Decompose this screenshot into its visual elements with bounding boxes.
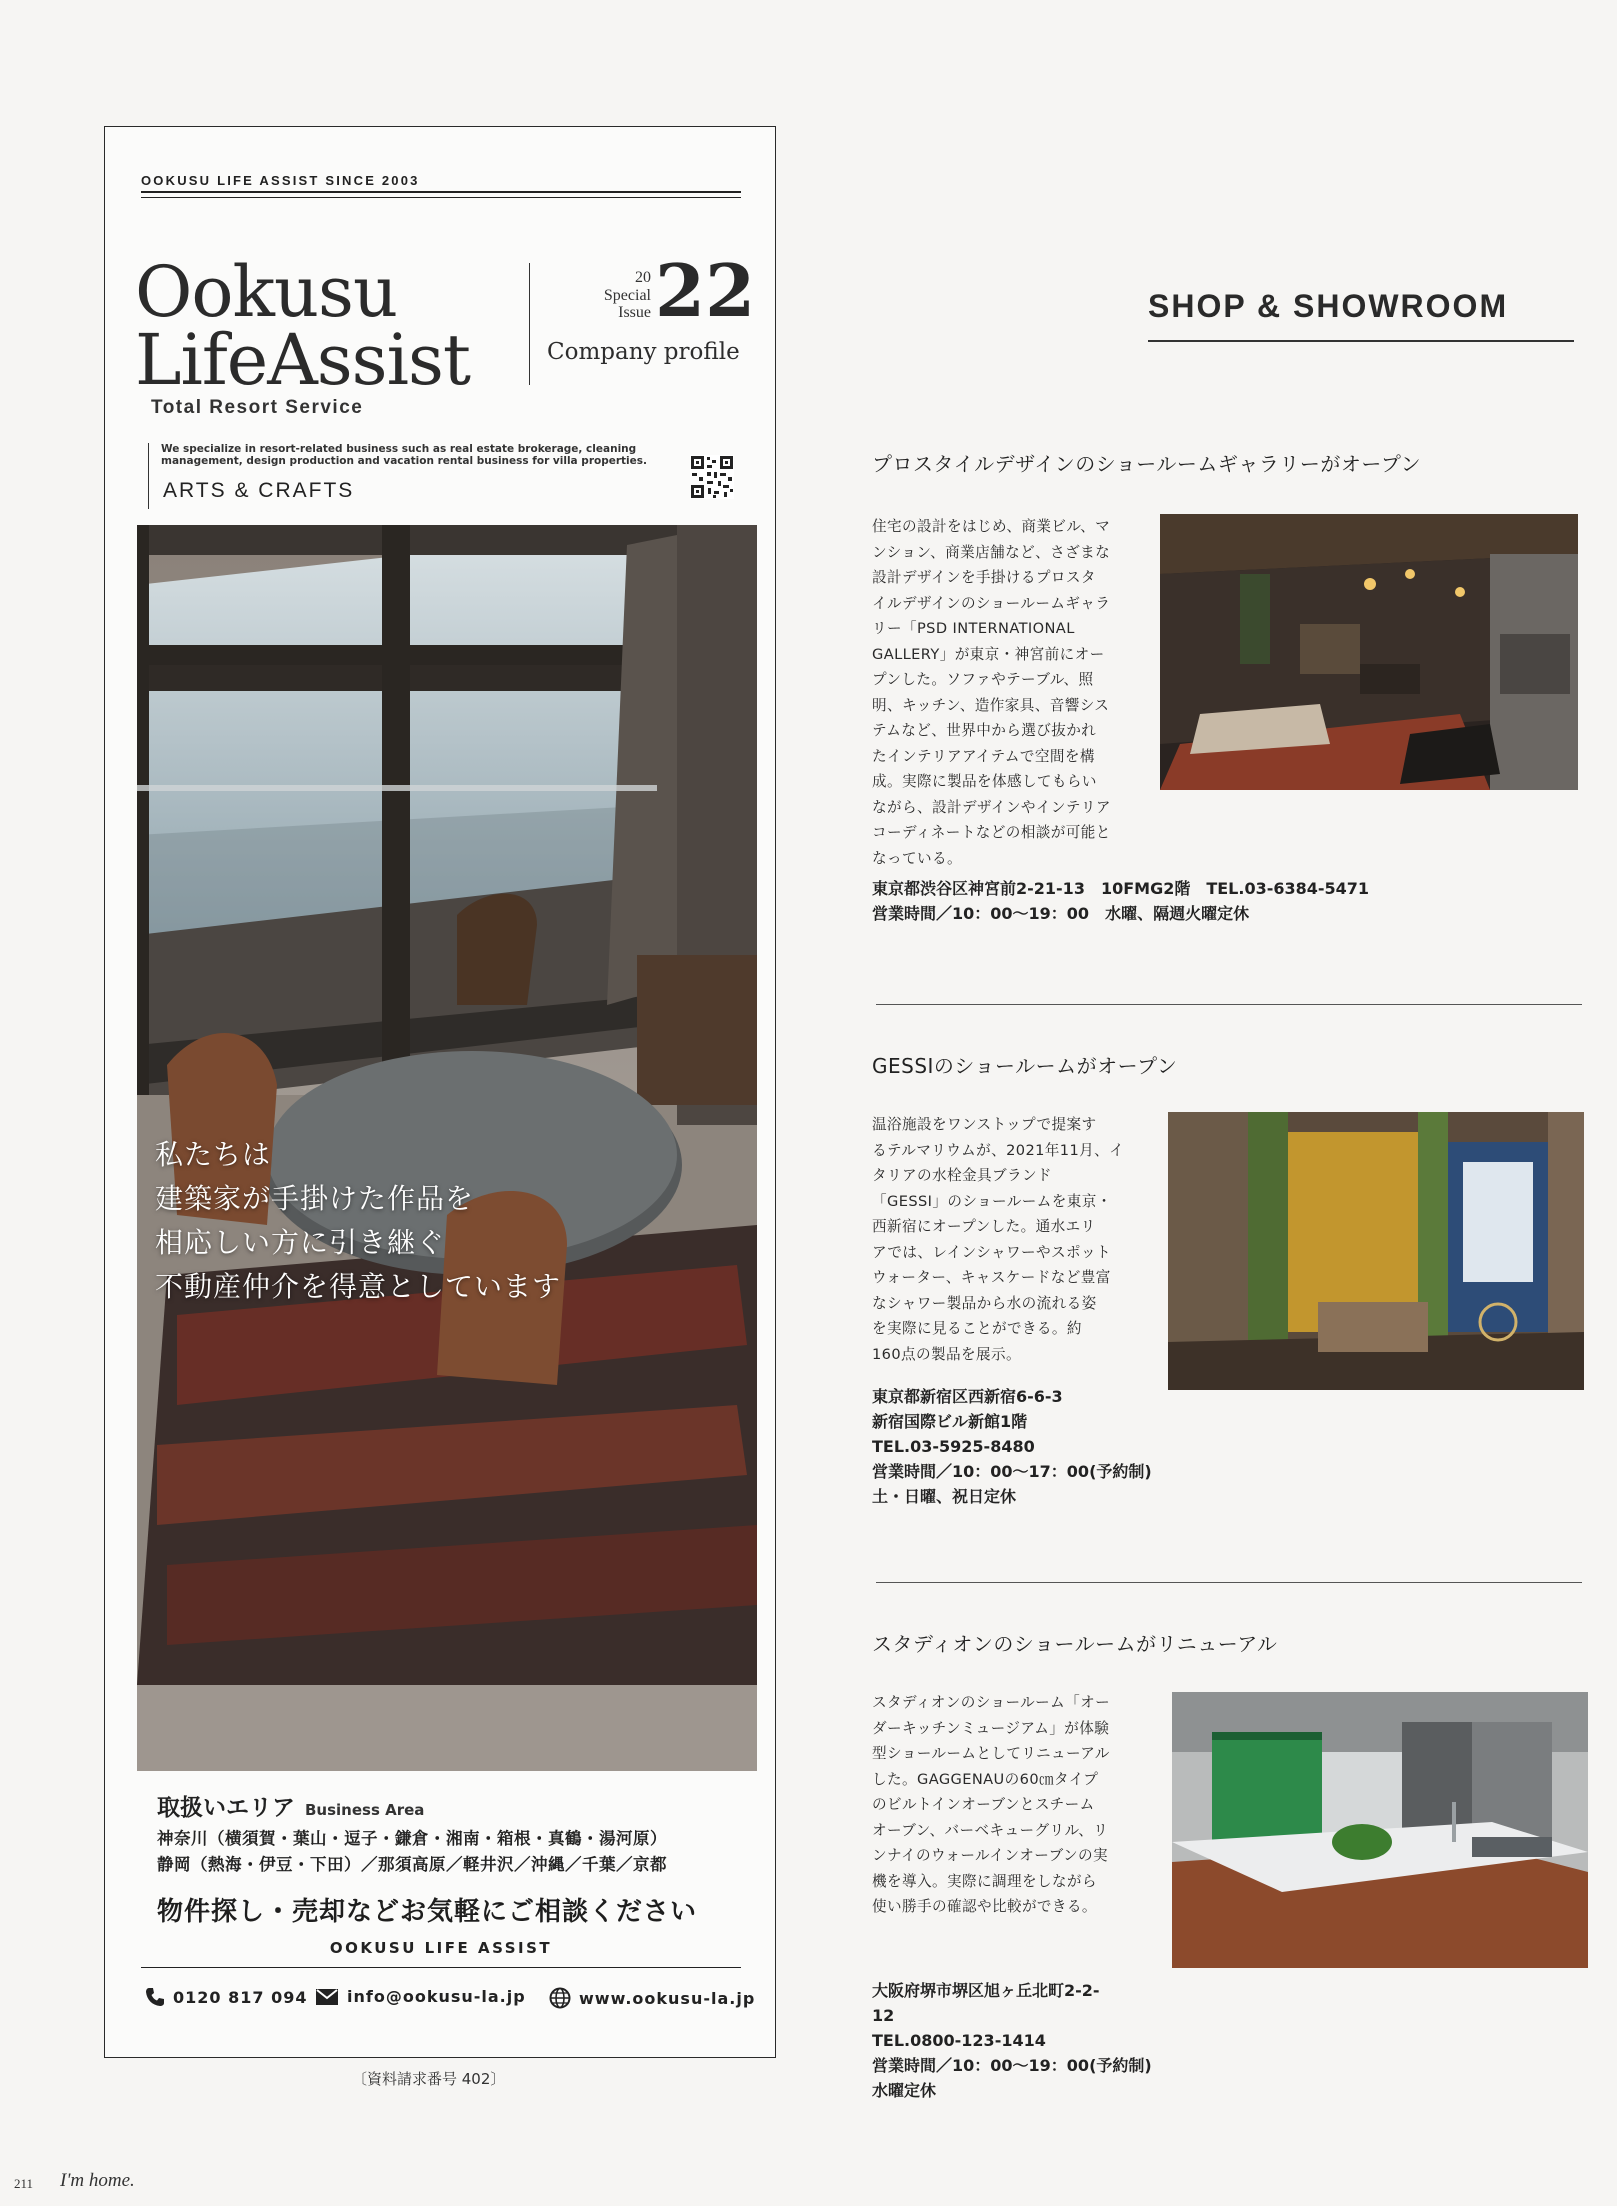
description-bar xyxy=(148,443,149,509)
article-info xyxy=(872,1384,1152,1509)
advertisement xyxy=(104,126,776,2058)
business-area-line: 神奈川（横須賀・葉山・逗子・鎌倉・湘南・箱根・真鶴・湯河原） xyxy=(157,1829,667,1848)
brand-name-line2: LifeAssist xyxy=(135,319,471,401)
business-area-line: 静岡（熱海・伊豆・下田）／那須高原／軽井沢／沖縄／千葉／京都 xyxy=(157,1855,667,1874)
article-body-line: GALLERY」が東京・神宮前にオー xyxy=(872,645,1105,663)
article-body-line: 機を導入。実際に調理をしながら xyxy=(872,1872,1097,1890)
issue-year: 20 xyxy=(635,269,651,286)
article-body-line: 住宅の設計をはじめ、商業ビル、マ xyxy=(872,518,1111,535)
ad-arts-label: ARTS & CRAFTS xyxy=(163,479,355,502)
article-info-line: 新宿国際ビル新館1階 xyxy=(872,1412,1028,1431)
article-body-line: アでは、レインシャワーやスポット xyxy=(872,1243,1111,1261)
article-body xyxy=(872,1112,1140,1367)
ad-since-label: OOKUSU LIFE ASSIST SINCE 2003 xyxy=(141,173,420,188)
page-number: 211 xyxy=(14,2176,34,2191)
article-body-line: 成。実際に製品を体感してもらい xyxy=(872,773,1097,790)
article-info-line: 大阪府堺市堺区旭ヶ丘北町2-2- xyxy=(872,1981,1100,2000)
article-body-line: 「GESSI」のショールームを東京・ xyxy=(872,1192,1112,1210)
article-photo-psd-gallery xyxy=(1160,514,1578,790)
qr-code-icon[interactable] xyxy=(690,455,734,499)
article-info-line: TEL.03-5925-8480 xyxy=(872,1437,1035,1456)
article-divider xyxy=(876,1582,1582,1583)
article-body-line: タリアの水栓金具ブランド xyxy=(872,1167,1052,1184)
email-address: info@ookusu-la.jp xyxy=(347,1987,526,2006)
article-body-line: オーブン、バーベキューグリル、リ xyxy=(872,1821,1109,1839)
article-body-line: 型ショールームとしてリニューアル xyxy=(872,1745,1110,1762)
article-body-line: ウォーター、キャスケードなど豊富 xyxy=(872,1269,1111,1286)
article-body-line: 使い勝手の確認や比較ができる。 xyxy=(872,1898,1097,1915)
article-body-line: テムなど、世界中から選び抜かれ xyxy=(872,722,1097,739)
ad-copy-line: 不動産仲介を得意としています xyxy=(155,1270,562,1303)
article-info-line: 東京都新宿区西新宿6-6-3 xyxy=(872,1387,1063,1406)
article-info xyxy=(872,876,1369,926)
issue-issue: Issue xyxy=(618,304,651,321)
article-body-line: ンナイのウォールインオーブンの実 xyxy=(872,1847,1108,1864)
article-title: プロスタイルデザインのショールームギャラリーがオープン xyxy=(872,452,1422,476)
article-body-line: 設計デザインを手掛けるプロスタ xyxy=(872,569,1096,586)
article-info-line: TEL.0800-123-1414 xyxy=(872,2031,1046,2050)
article-title: GESSIのショールームがオープン xyxy=(872,1054,1178,1078)
ad-company-name: OOKUSU LIFE ASSIST xyxy=(329,1939,553,1957)
contact-website[interactable] xyxy=(549,1987,755,2009)
website-url: www.ookusu-la.jp xyxy=(579,1988,756,2008)
article-body-line: 明、キッチン、造作家具、音響シス xyxy=(872,696,1110,714)
article-body-line: ンション、商業店舗など、さざまな xyxy=(872,543,1111,561)
contact-phone[interactable] xyxy=(145,1987,307,2007)
issue-special: Special xyxy=(603,287,651,304)
article-body-line: コーディネートなどの相談が可能と xyxy=(872,824,1111,841)
article-body-line: なシャワー製品から水の流れる姿 xyxy=(872,1294,1097,1312)
article-body-line: ダーキッチンミュージアム」が体験 xyxy=(872,1719,1110,1737)
mail-icon xyxy=(315,1988,339,2006)
article-body xyxy=(872,1690,1140,1920)
article-info-line: 12 xyxy=(872,2006,895,2025)
ad-description: We specialize in resort-related business such as real estate brokerage, cleaning management, design production and vacation rental business for villa properties. xyxy=(161,443,648,467)
article-info-line: 土・日曜、祝日定休 xyxy=(872,1487,1017,1506)
brand-tagline: Total Resort Service xyxy=(151,397,364,418)
ad-copy-line: 私たちは xyxy=(155,1138,272,1171)
contact-email[interactable] xyxy=(315,1987,526,2006)
article-title: スタディオンのショールームがリニューアル xyxy=(872,1632,1278,1656)
business-area-title-ja: 取扱いエリア xyxy=(157,1795,295,1821)
request-number: 〔資料請求番号 402〕 xyxy=(352,2070,506,2088)
ad-rule xyxy=(141,191,741,193)
article-info-line: 東京都渋谷区神宮前2-21-13 10FMG2階 TEL.03-6384-5471 xyxy=(872,879,1370,898)
article-photo-stadion xyxy=(1172,1692,1588,1968)
section-rule xyxy=(1148,340,1574,342)
business-area-title xyxy=(157,1789,424,1822)
ad-copy-line: 相応しい方に引き継ぐ xyxy=(155,1226,446,1259)
article-body-line: スタディオンのショールーム「オー xyxy=(872,1694,1111,1711)
issue-number: 22 xyxy=(655,248,756,333)
phone-number: 0120 817 094 xyxy=(173,1987,308,2007)
article-info xyxy=(872,1978,1152,2103)
article-info-line: 営業時間／10：00～19：00(予約制) xyxy=(872,2056,1152,2075)
business-area-title-en: Business Area xyxy=(305,1801,425,1819)
article-body-line: 160点の製品を展示。 xyxy=(872,1345,1022,1363)
magazine-name: I'm home. xyxy=(60,2170,135,2191)
article-photo-gessi xyxy=(1168,1112,1584,1390)
article-body-line: を実際に見ることができる。約 xyxy=(872,1320,1082,1337)
issue-profile: Company profile xyxy=(547,339,740,365)
article-body-line: プンした。ソファやテーブル、照 xyxy=(872,671,1094,688)
article-info-line: 営業時間／10：00～19：00 水曜、隔週火曜定休 xyxy=(872,904,1250,923)
ad-rule xyxy=(141,197,741,198)
ad-call-to-action: 物件探し・売却などお気軽にご相談ください xyxy=(157,1897,698,1927)
article-info-line: 水曜定休 xyxy=(872,2081,937,2100)
section-title: SHOP & SHOWROOM xyxy=(1148,288,1509,324)
phone-icon xyxy=(145,1987,165,2007)
article-body-line: イルデザインのショールームギャラ xyxy=(872,594,1111,612)
article-body-line: 温浴施設をワンストップで提案す xyxy=(872,1116,1097,1133)
brand-divider xyxy=(529,263,530,385)
article-body-line: ながら、設計デザインやインテリア xyxy=(872,798,1111,816)
article-body-line: した。GAGGENAUの60㎝タイプ xyxy=(872,1770,1099,1788)
article-body-line: 西新宿にオープンした。通水エリ xyxy=(872,1218,1096,1235)
ad-copy-line: 建築家が手掛けた作品を xyxy=(155,1182,475,1215)
brand-name-line1: Ookusu xyxy=(135,251,398,333)
article-body-line: のビルトインオーブンとスチーム xyxy=(872,1796,1095,1813)
article-body-line: るテルマリウムが、2021年11月、イ xyxy=(872,1141,1125,1159)
globe-icon xyxy=(549,1987,571,2009)
article-divider xyxy=(876,1004,1582,1005)
article-body-line: なっている。 xyxy=(872,849,962,867)
article-body xyxy=(872,514,1140,871)
ad-rule xyxy=(141,1967,741,1968)
article-info-line: 営業時間／10：00～17：00(予約制) xyxy=(872,1462,1152,1481)
article-body-line: たインテリアアイテムで空間を構 xyxy=(872,747,1095,765)
article-body-line: リー「PSD INTERNATIONAL xyxy=(872,620,1075,637)
